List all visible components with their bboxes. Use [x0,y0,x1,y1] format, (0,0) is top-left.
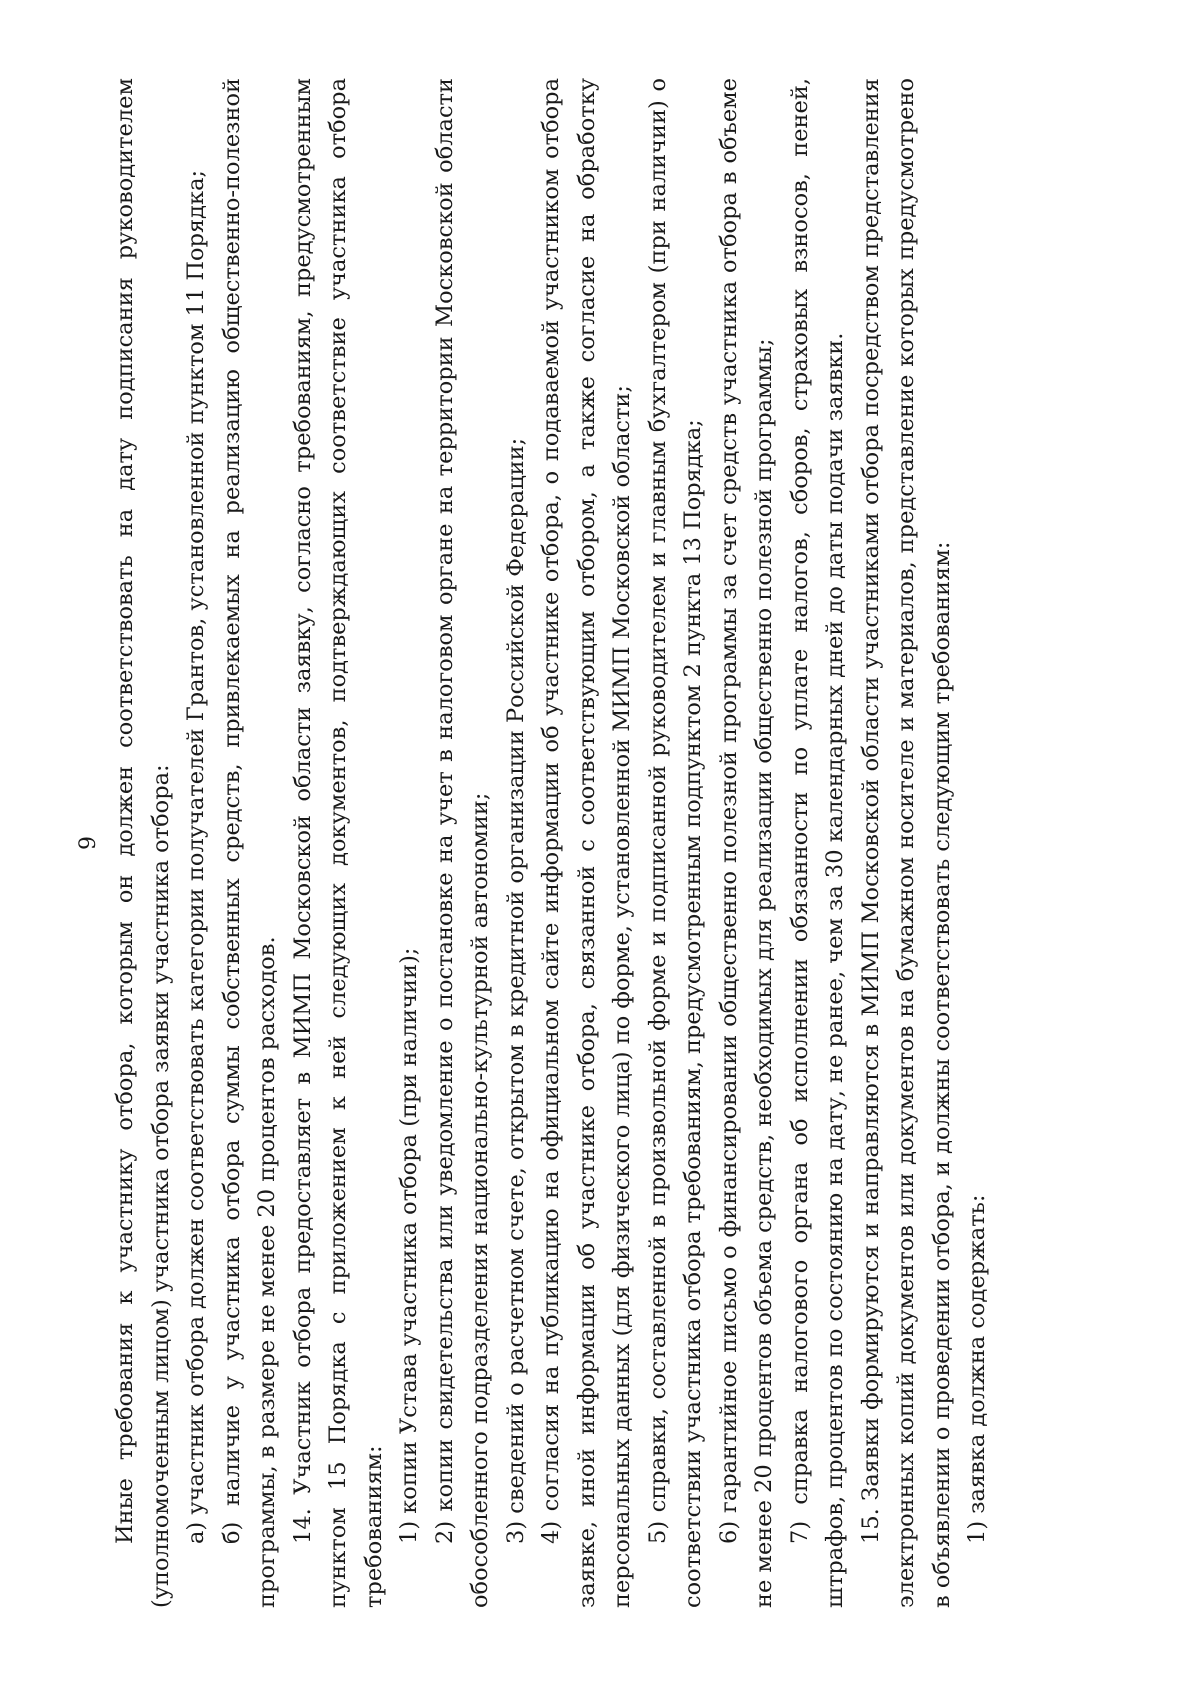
paragraph: а) участник отбора должен соответствовать категории получателей Грантов, установленной пунктом 11 Порядка; [183,169,209,1544]
rotated-text-block [76,78,1068,1608]
paragraph: б) наличие у участника отбора суммы собственных средств, привлекаемых на реализацию общественно-полезной программы, в размере не менее 20 процентов расходов. [218,78,280,1608]
paragraph: 14. Участник отбора предоставляет в МИМП Московской области заявку, согласно требованиям, предусмотренным пунктом 15 Порядка с приложением к ней следующих документов, подтверждающих соответствие участника отбора требованиям: [289,78,387,1608]
paragraph: 15. Заявки формируются и направляются в МИМП Московской области участниками отбора посредством представления электронных копий документов или документов на бумажном носителе и материалов, представление которых предусмотрено в объявлении о проведении отбора, и должны соответствовать следующим требованиям: [857,78,955,1608]
paragraph: 3) сведений о расчетном счете, открытом в кредитной организации Российской Федерации; [502,437,529,1544]
paragraph: 5) справки, составленной в произвольной форме и подписанной руководителем и главным бухгалтером (при наличии) о соответствии участника отбора требованиям, предусмотренным подпунктом 2 пункта 13 Порядка; [644,78,706,1608]
paragraph: 7) справка налогового органа об исполнении обязанности по уплате налогов, сборов, страховых взносов, пеней, штрафов, процентов по состоянию на дату, не ранее, чем за 30 календарных дней до даты подачи заявки. [786,78,848,1608]
paragraph: 2) копии свидетельства или уведомление о постановке на учет в налоговом органе на территории Московской области обособленного подразделения национально-культурной автономии; [431,78,493,1608]
paragraph: 6) гарантийное письмо о финансировании общественно полезной программы за счет средств участника отбора в объеме не менее 20 процентов объема средств, необходимых для реализации общественно полезной программы; [715,78,777,1608]
page-number: 9 [76,836,101,850]
paragraph: 1) копии Устава участника отбора (при наличии); [396,947,422,1544]
paragraph: 1) заявка должна содержать: [964,1194,990,1544]
paragraph: 4) согласия на публикацию на официальном сайте информации об участнике отбора, о подаваемой участником отбора заявке, иной информации об участнике отбора, связанной с соответствующим отбором, а также согласие на обработку персональных данных (для физического лица) по форме, установленной МИМП Московской области; [538,78,635,1608]
paragraph: Иные требования к участнику отбора, которым он должен соответствовать на дату подписания руководителем (уполномоченным лицом) участника отбора заявки участника отбора: [112,78,174,1608]
